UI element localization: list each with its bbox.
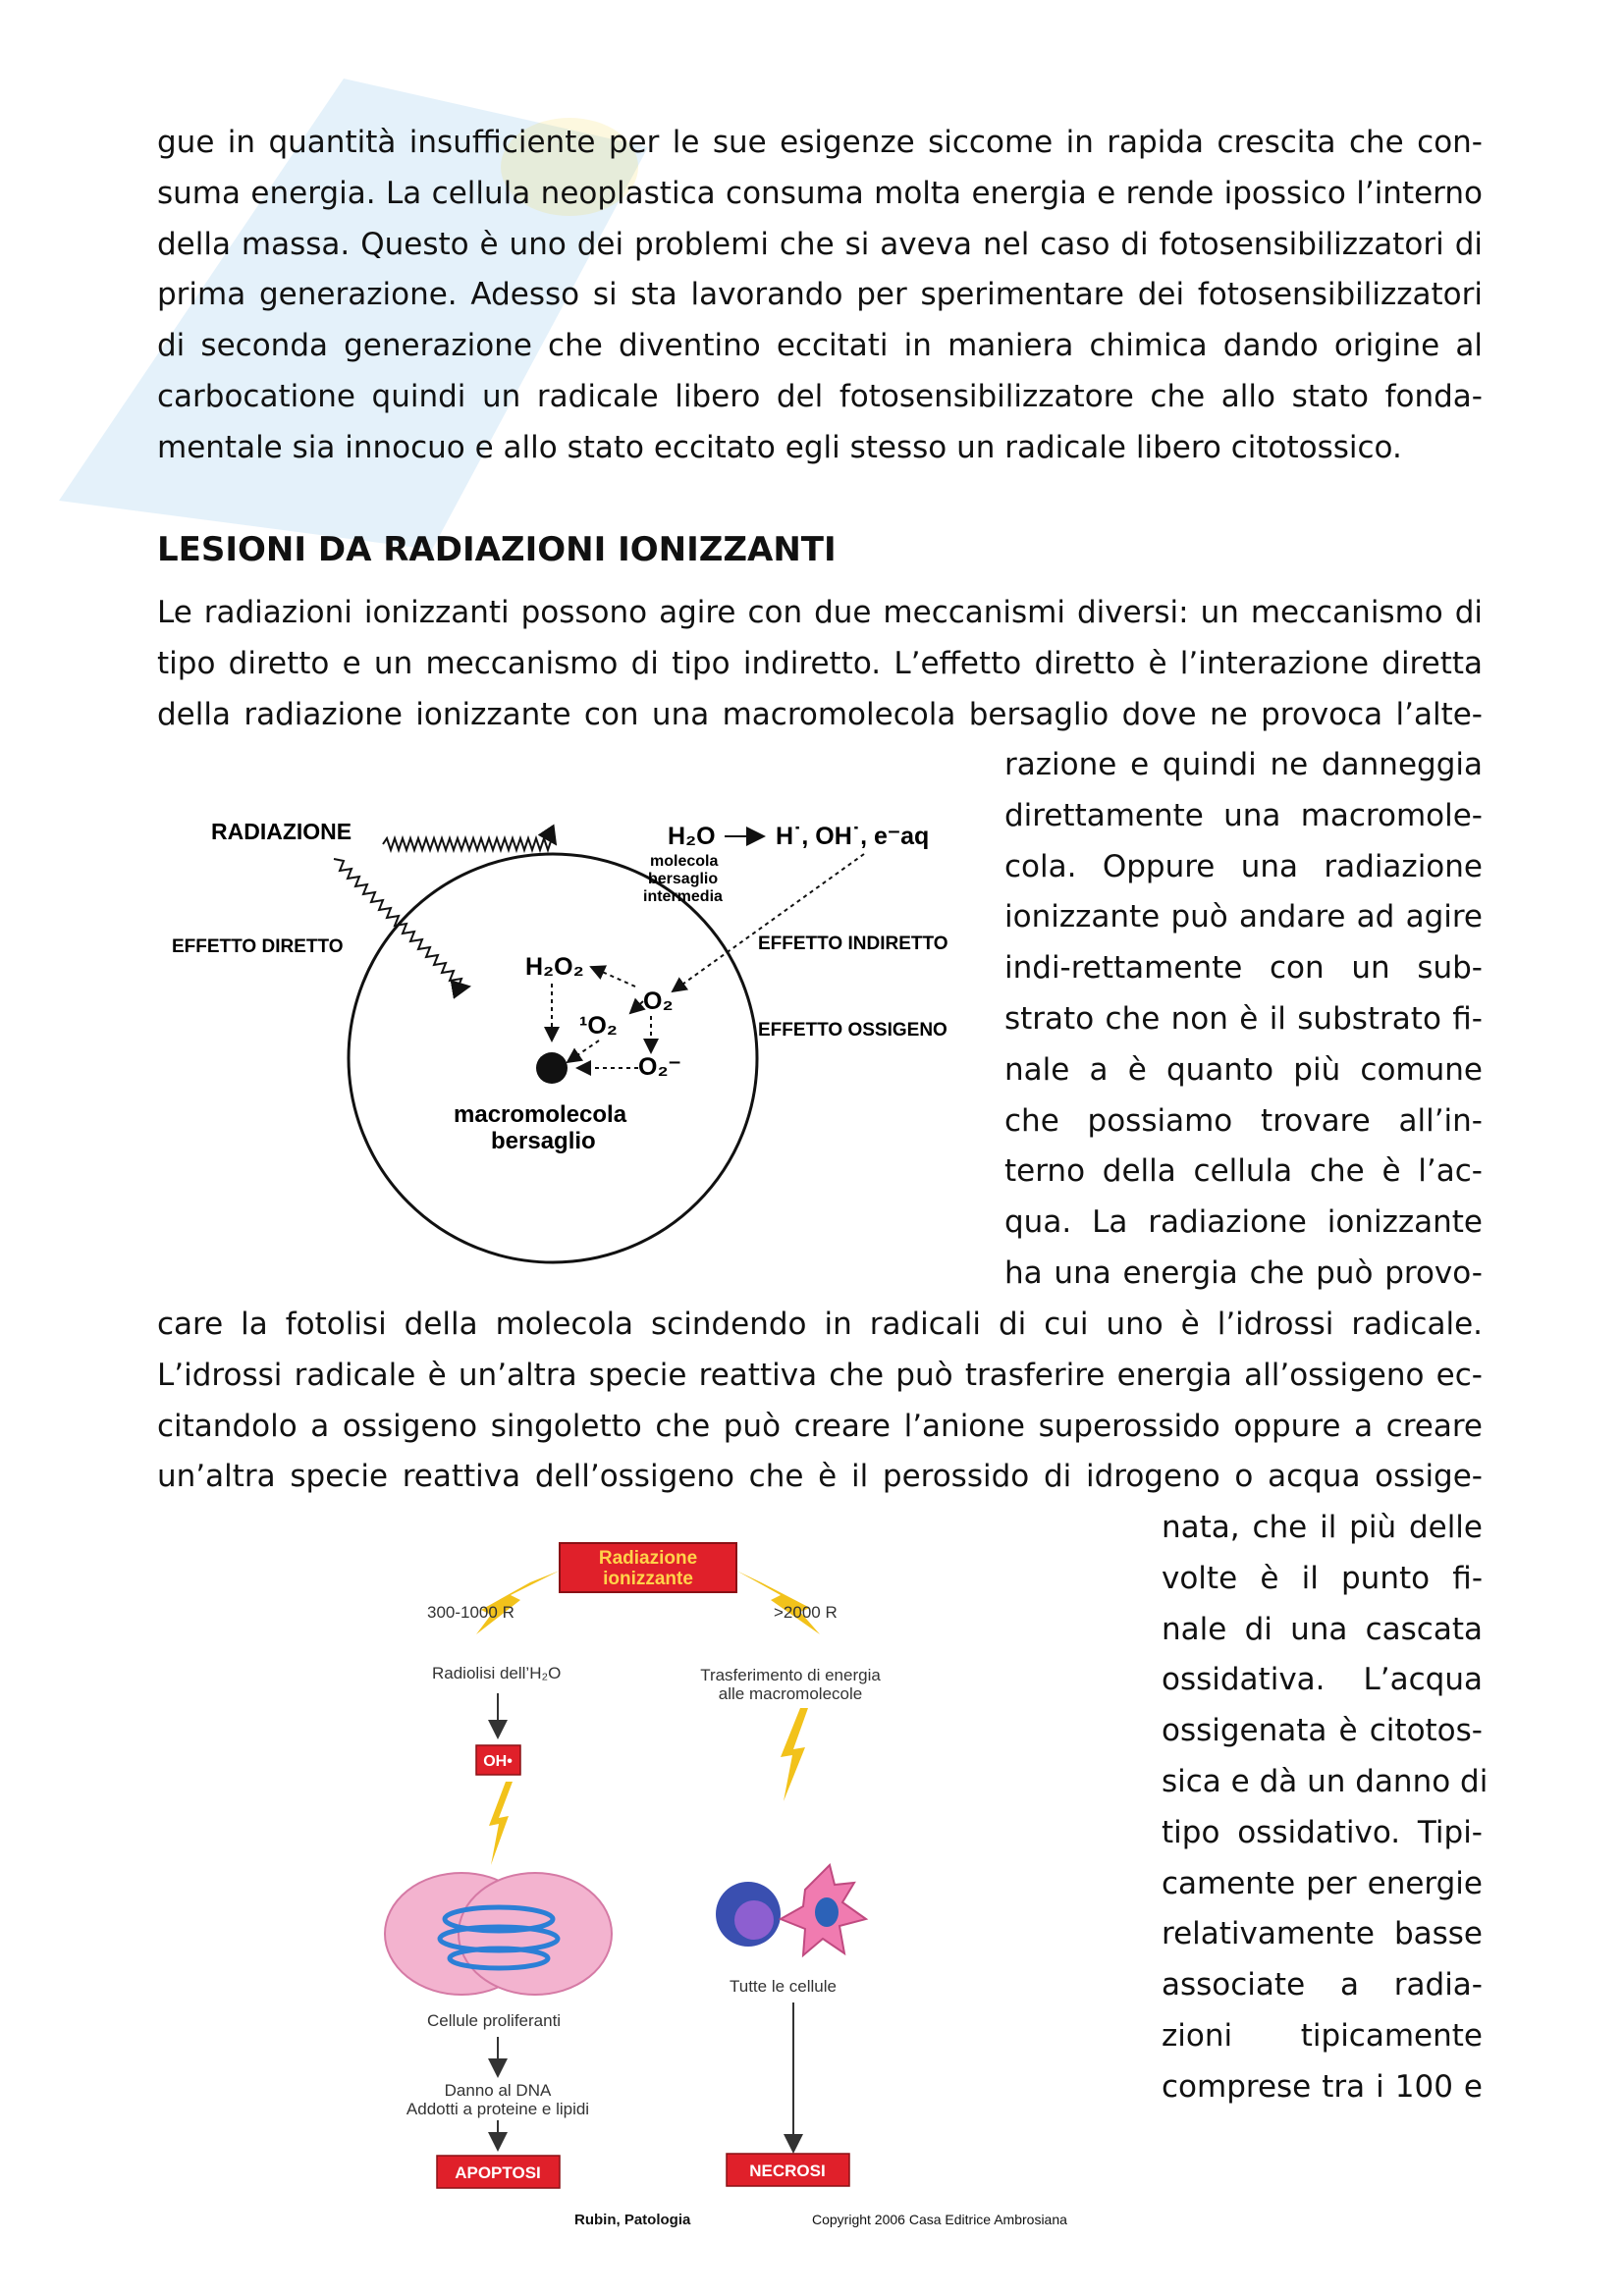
dividing-cell-image — [385, 1873, 612, 1995]
label-target-2: bersaglio — [491, 1128, 596, 1154]
text-line: Le radiazioni ionizzanti possono agire con due meccanismi diversi: un meccanismo di — [157, 595, 1483, 630]
label-apoptosi: APOPTOSI — [455, 2163, 541, 2182]
label-molecola-2: bersaglio — [648, 871, 719, 887]
label-necrosi: NECROSI — [749, 2162, 826, 2180]
text-line: della massa. Questo è uno dei problemi che si aveva nel caso di fotosensibilizzatori di — [157, 226, 1483, 262]
label-molecola-1: molecola — [650, 853, 719, 870]
label-h2o: H₂O — [668, 823, 716, 850]
text-line: sica e dà un danno di — [1162, 1763, 1489, 1799]
text-line: un’altra specie reattiva dell’ossigeno che è il perossido di idrogeno o acqua ossige- — [157, 1459, 1483, 1495]
figure-radiation-effects — [157, 795, 982, 1276]
text-line: relativamente basse — [1162, 1916, 1483, 1952]
text-line: mentale sia innocuo e allo stato eccitato egli stesso un radicale libero citotossico. — [157, 429, 1402, 465]
text-line: strato che non è il substrato fi- — [1004, 1000, 1483, 1037]
label-trasferimento-2: alle macromolecole — [718, 1684, 863, 1703]
label-low-dose: 300-1000 R — [427, 1603, 514, 1622]
text-line: della radiazione ionizzante con una macromolecola bersaglio dove ne provoca l’alte- — [157, 696, 1483, 732]
text-line: di seconda generazione che diventino eccitati in maniera chimica dando origine al — [157, 328, 1483, 364]
text-line: terno della cellula che è l’ac- — [1004, 1153, 1483, 1190]
text-line: direttamente una macromole- — [1004, 797, 1483, 833]
section-heading: LESIONI DA RADIAZIONI IONIZZANTI — [157, 530, 837, 569]
target-dot — [536, 1052, 568, 1084]
label-radiazione: RADIAZIONE — [211, 819, 352, 844]
paragraph-side-2 — [1162, 1503, 1489, 2113]
label-singlet-o2: ¹O₂ — [579, 1012, 618, 1040]
text-line: camente per energie — [1162, 1865, 1483, 1901]
label-h2o2: H₂O₂ — [525, 953, 584, 981]
text-line: cola. Oppure una radiazione — [1004, 848, 1483, 884]
label-target-1: macromolecola — [454, 1101, 627, 1128]
text-line: citandolo a ossigeno singoletto che può creare l’anione superossido oppure a creare — [157, 1408, 1483, 1444]
arrow-o2-singlet — [630, 1001, 643, 1013]
cells-image — [716, 1865, 866, 1955]
label-effetto-diretto: EFFETTO DIRETTO — [172, 936, 344, 957]
label-danno-1: Danno al DNA — [444, 2081, 552, 2100]
text-line: tipo diretto e un meccanismo di tipo indiretto. L’effetto diretto è l’interazione diretta — [157, 645, 1483, 681]
text-line: qua. La radiazione ionizzante — [1004, 1204, 1483, 1241]
label-box-oh: OH• — [483, 1753, 513, 1770]
label-high-dose: >2000 R — [774, 1603, 838, 1622]
text-line: tipo ossidativo. Tipi- — [1162, 1814, 1483, 1850]
label-superoxide: O₂⁻ — [638, 1053, 681, 1081]
text-line: carbocatione quindi un radicale libero del fotosensibilizzatore che allo stato fonda- — [157, 378, 1483, 414]
label-o2: O₂ — [643, 988, 674, 1015]
label-trasferimento-1: Trasferimento di energia — [700, 1666, 881, 1684]
text-line: nale di una cascata — [1162, 1611, 1483, 1647]
text-line: care la fotolisi della molecola scindendo in radicali di cui uno è l’idrossi radicale. — [157, 1307, 1483, 1342]
text-line: gue in quantità insufficiente per le sue esigenze siccome in rapida crescita che con- — [157, 125, 1483, 160]
text-line: zioni tipicamente — [1162, 2017, 1483, 2054]
arrow-o2-h2o2 — [591, 967, 635, 987]
text-line: nale a è quanto più comune — [1004, 1051, 1483, 1088]
lightning-macro — [781, 1708, 808, 1801]
figure-radiation-cascade — [383, 1541, 1139, 2233]
text-line: L’idrossi radicale è un’altra specie reattiva che può trasferire energia all’ossigeno ec- — [157, 1357, 1483, 1393]
text-line: che possiamo trovare all’in- — [1004, 1102, 1483, 1139]
label-tutte: Tutte le cellule — [730, 1977, 837, 1996]
label-box-radiazione-1: Radiazione — [598, 1548, 698, 1569]
wave-direct — [334, 859, 469, 988]
text-line: comprese tra i 100 e — [1162, 2068, 1483, 2105]
text-line: ossigenata è citotos- — [1162, 1713, 1483, 1749]
text-line: ossidativa. L’acqua — [1162, 1662, 1483, 1698]
text-line: volte è il punto fi- — [1162, 1560, 1483, 1596]
text-line: ionizzante può andare ad agire — [1004, 899, 1483, 935]
label-effetto-indiretto: EFFETTO INDIRETTO — [758, 934, 948, 954]
label-products: H˙, OH˙, e⁻aq — [776, 823, 930, 850]
text-line: razione e quindi ne danneggia — [1004, 747, 1483, 782]
paragraph-fotolisi — [157, 1300, 1483, 1503]
label-effetto-ossigeno: EFFETTO OSSIGENO — [758, 1020, 947, 1041]
text-line: indi-rettamente con un sub- — [1004, 950, 1483, 987]
wave-horizontal — [383, 838, 556, 850]
lightning-oh — [489, 1782, 513, 1865]
paragraph-intro — [157, 118, 1483, 474]
arrow-singlet-target — [568, 1041, 599, 1062]
label-danno-2: Addotti a proteine e lipidi — [406, 2100, 590, 2118]
label-copyright: Copyright 2006 Casa Editrice Ambrosiana — [812, 2212, 1067, 2227]
label-box-radiazione-2: ionizzante — [603, 1569, 693, 1589]
label-proliferanti: Cellule proliferanti — [427, 2011, 562, 2030]
paragraph-side-1 — [1004, 740, 1483, 1300]
label-source: Rubin, Patologia — [574, 2212, 691, 2228]
paragraph-radiazioni — [157, 588, 1483, 740]
text-line: associate a radia- — [1162, 1967, 1483, 2003]
text-line: prima generazione. Adesso si sta lavorando per sperimentare dei fotosensibilizzatori — [157, 277, 1483, 313]
label-radiolisi: Radiolisi dell’H₂O — [432, 1664, 562, 1682]
label-molecola-3: intermedia — [643, 888, 723, 905]
text-line: ha una energia che può provo- — [1004, 1255, 1483, 1291]
text-line: nata, che il più delle — [1162, 1510, 1483, 1545]
text-line: suma energia. La cellula neoplastica consuma molta energia e rende ipossico l’interno — [157, 175, 1483, 211]
